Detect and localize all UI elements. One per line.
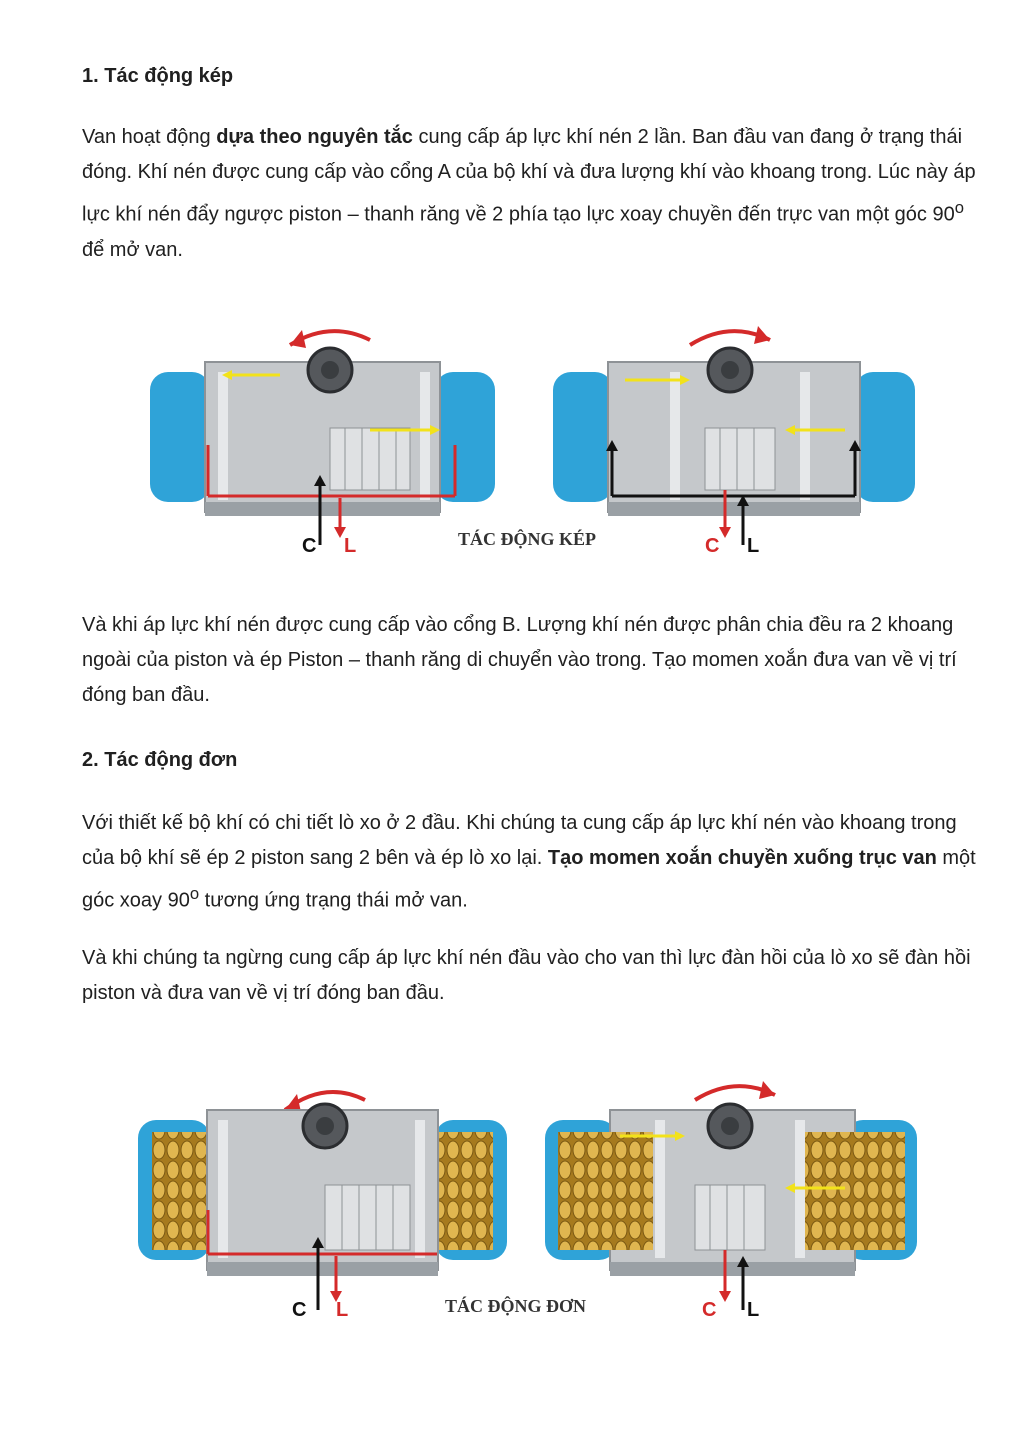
right-end-cap [435,372,495,502]
section1-paragraph2: Và khi áp lực khí nén được cung cấp vào cổng B. Lượng khí nén được phân chia đều ra 2 khoang ngoài của piston và ép Piston – thanh răng di chuyển vào trong. Tạo momen xoắn đưa van về vị trí đóng ban đầu. [82,614,957,706]
actuator-base [205,502,440,516]
pinion-center [721,361,739,379]
text-run: tương ứng trạng thái mở van. [199,889,468,912]
text-run: để mở van. [82,238,183,261]
rotation-arrowhead [290,330,306,348]
port-c-arrowhead [719,1291,731,1302]
single-acting-diagram [110,1040,940,1340]
right-spring [438,1132,493,1250]
right-spring [805,1132,905,1250]
rack-teeth [695,1185,765,1250]
left-actuator [150,330,495,557]
rotation-arrowhead [754,326,770,344]
actuator-base [610,1262,855,1276]
left-piston [218,1120,228,1258]
right-actuator [545,1081,917,1321]
port-c-label: C [705,535,720,557]
bold-text-run: Tạo momen xoắn chuyền xuống trục van [547,847,937,869]
rotation-arrowhead [759,1081,775,1099]
port-c-label: C [702,1299,717,1321]
section1-heading: 1. Tác động kép [82,65,234,87]
section1-paragraph1 [82,120,982,268]
right-piston [800,372,810,500]
actuator-base [608,502,860,516]
superscript-degree: o [189,884,200,903]
right-piston [420,372,430,500]
text-run: Van hoạt động [82,126,217,148]
port-c-label: C [292,1299,307,1321]
left-spring [152,1132,207,1250]
right-end-cap [855,372,915,502]
right-actuator [553,326,915,557]
rack-teeth [705,428,775,490]
port-c-label: C [302,535,317,557]
left-piston [655,1120,665,1258]
port-c-arrowhead [719,527,731,538]
pinion-center [321,361,339,379]
left-spring [558,1132,653,1250]
double-acting-diagram [130,300,930,585]
pinion-center [721,1117,739,1135]
superscript-degree: o [954,198,964,217]
port-l-label: L [747,535,760,557]
rack-teeth [325,1185,410,1250]
figure-caption: TÁC ĐỘNG ĐƠN [445,1296,587,1316]
figure-caption: TÁC ĐỘNG KÉP [458,529,597,549]
actuator-base [207,1262,438,1276]
port-l-label: L [336,1299,349,1321]
bold-text-run: dựa theo nguyên tắc [216,126,413,148]
left-piston [218,372,228,500]
section2-paragraph1 [82,806,982,919]
left-end-cap [150,372,210,502]
text-run: một góc xoay 90 [82,847,976,912]
right-piston [415,1120,425,1258]
left-end-cap [553,372,613,502]
port-l-label: L [747,1299,760,1321]
left-piston [670,372,680,500]
section2-heading: 2. Tác động đơn [82,749,238,771]
port-l-label: L [344,535,357,557]
section2-paragraph2: Và khi chúng ta ngừng cung cấp áp lực khí nén đầu vào cho van thì lực đàn hồi của lò xo sẽ đàn hồi piston và đưa van về vị trí đóng ban đầu. [82,947,971,1004]
rack-teeth [330,428,410,490]
left-actuator [138,1092,507,1321]
pinion-center [316,1117,334,1135]
text-run: cung cấp áp lực khí nén 2 lần. Ban đầu van đang ở trạng thái đóng. Khí nén được cung cấp vào cổng A của bộ khí và đưa lượng khí vào khoang trong. Lúc này áp lực khí nén đẩy ngược piston – thanh răng về 2 phía tạo lực xoay chuyền đến trực van một góc 90 [82,126,976,226]
text-run: Với thiết kế bộ khí có chi tiết lò xo ở 2 đầu. Khi chúng ta cung cấp áp lực khí nén vào khoang trong của bộ khí sẽ ép 2 piston sang 2 bên và ép lò xo lại. [82,812,957,869]
